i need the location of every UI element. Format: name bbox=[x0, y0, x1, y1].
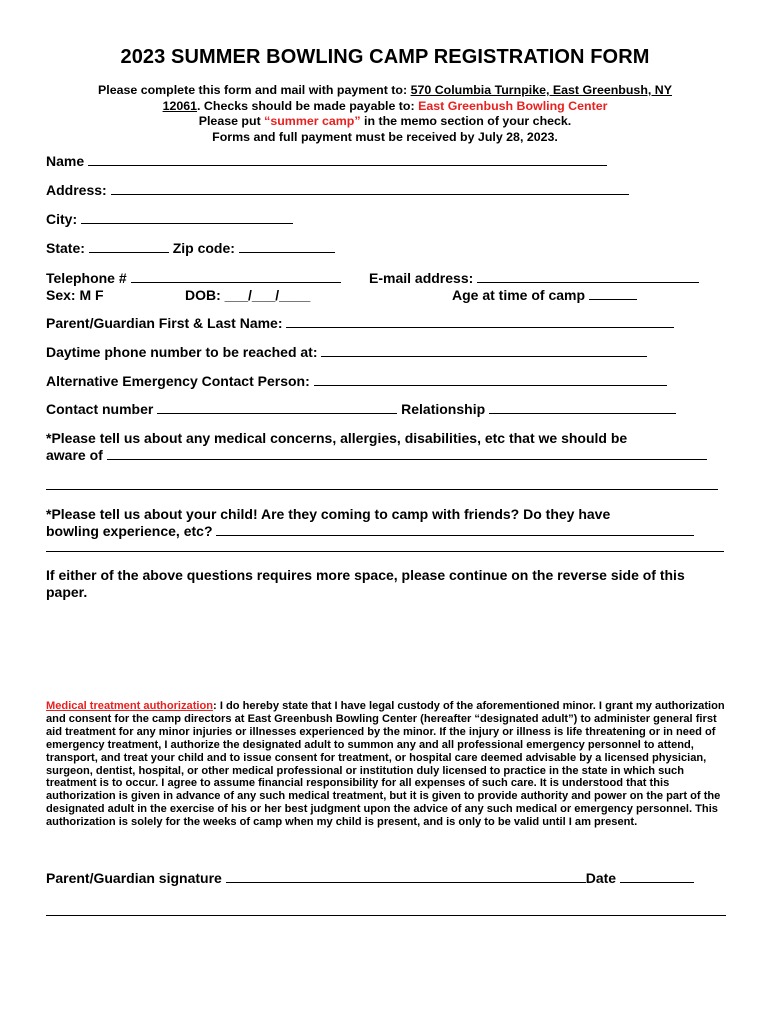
memo-prefix: Please put bbox=[198, 114, 265, 128]
address-row bbox=[46, 182, 629, 198]
medical-question-line1: *Please tell us about any medical concerns, allergies, disabilities, etc that we should be bbox=[46, 430, 628, 446]
daytime-phone-field[interactable] bbox=[321, 344, 647, 357]
form-title: 2023 SUMMER BOWLING CAMP REGISTRATION FORM bbox=[120, 46, 650, 68]
memo-text: “summer camp” bbox=[264, 114, 361, 128]
telephone-label: Telephone # bbox=[46, 270, 127, 286]
address-label: Address: bbox=[46, 182, 107, 198]
mailing-address-zip: 12061 bbox=[162, 98, 198, 113]
sex-row bbox=[46, 287, 104, 303]
telephone-row bbox=[46, 270, 341, 286]
medical-answer-line2[interactable] bbox=[46, 489, 718, 490]
state-field[interactable] bbox=[89, 240, 169, 253]
date-field[interactable] bbox=[620, 870, 694, 883]
daytime-phone-row bbox=[46, 344, 647, 360]
email-label: E-mail address: bbox=[369, 270, 474, 286]
child-answer-line2[interactable] bbox=[46, 551, 724, 552]
guardian-name-field[interactable] bbox=[286, 315, 674, 328]
authorization-heading: Medical treatment authorization bbox=[46, 700, 214, 712]
dob-row bbox=[185, 287, 310, 303]
relationship-field[interactable] bbox=[489, 401, 676, 414]
email-field[interactable] bbox=[477, 270, 699, 283]
medical-authorization bbox=[46, 700, 726, 829]
signature-label: Parent/Guardian signature bbox=[46, 870, 222, 886]
child-question-line2: bowling experience, etc? bbox=[46, 523, 213, 539]
date-label: Date bbox=[585, 870, 617, 886]
authorization-body: : I do hereby state that I have legal custody of the aforementioned minor. I grant my authorization and consent for the camp directors at East Greenbush Bowling Center (hereafter “designated adult”) to administer general first aid treatment for any minor injuries or illnesses experienced by the minor. If the injury or illness is life threatening or in need of emergency treatment, I authorize the designated adult to summon any and all professional emergency personnel to attend, transport, and treat your child and to issue consent for treatment, or hospital care deemed advisable by a licensed physician, surgeon, dentist, hospital, or other medical professional or institution duly licensed to practice in the state in which such treatment is to occur. I agree to assume financial responsibility for all expenses of such care. It is understood that this authorization is given in advance of any such medical treatment, but it is given to provide authority and power on the part of the designated adult in the exercise of his or her best judgment upon the advice of any such medical or emergency personnel. This authorization is solely for the weeks of camp when my child is present, and is only to be valid until I am present. bbox=[46, 700, 725, 829]
alt-contact-row bbox=[46, 373, 667, 389]
age-field[interactable] bbox=[589, 287, 637, 300]
signature-row bbox=[46, 870, 694, 886]
city-label: City: bbox=[46, 211, 78, 227]
telephone-field[interactable] bbox=[131, 270, 341, 283]
form-instructions bbox=[46, 83, 724, 145]
mailing-address-part1: 570 Columbia Turnpike, East Greenbush, NY bbox=[410, 83, 672, 97]
age-label: Age at time of camp bbox=[452, 287, 586, 303]
child-answer-field[interactable] bbox=[216, 523, 694, 536]
name-field[interactable] bbox=[88, 153, 607, 166]
sex-label[interactable]: Sex: M F bbox=[46, 287, 104, 303]
guardian-name-label: Parent/Guardian First & Last Name: bbox=[46, 315, 283, 331]
deadline-text: Forms and full payment must be received by July 28, 2023. bbox=[212, 129, 558, 144]
guardian-row bbox=[46, 315, 674, 331]
contact-number-label: Contact number bbox=[46, 401, 154, 417]
alt-contact-field[interactable] bbox=[314, 373, 667, 386]
name-label: Name bbox=[46, 153, 85, 169]
payee-name: East Greenbush Bowling Center bbox=[418, 98, 608, 113]
alt-contact-label: Alternative Emergency Contact Person: bbox=[46, 373, 310, 389]
signature-field[interactable] bbox=[226, 870, 586, 883]
address-field[interactable] bbox=[111, 182, 629, 195]
memo-suffix: in the memo section of your check. bbox=[360, 114, 572, 128]
dob-field[interactable]: DOB: ___/___/____ bbox=[185, 287, 311, 303]
daytime-phone-label: Daytime phone number to be reached at: bbox=[46, 344, 318, 360]
age-row bbox=[452, 287, 637, 303]
contact-number-row bbox=[46, 401, 676, 417]
more-space-note: If either of the above questions requires more space, please continue on the reverse side of this paper. bbox=[46, 567, 685, 600]
medical-question bbox=[46, 430, 724, 464]
child-question-line1: *Please tell us about your child! Are they coming to camp with friends? Do they have bbox=[46, 506, 611, 522]
name-row bbox=[46, 153, 607, 169]
child-question bbox=[46, 506, 724, 540]
zip-field[interactable] bbox=[239, 240, 335, 253]
instructions-prefix: Please complete this form and mail with payment to: bbox=[97, 83, 411, 97]
email-row bbox=[369, 270, 699, 286]
relationship-label: Relationship bbox=[401, 401, 486, 417]
contact-number-field[interactable] bbox=[157, 401, 397, 414]
payable-to-text: . Checks should be made payable to: bbox=[197, 98, 419, 113]
bottom-divider bbox=[46, 915, 726, 916]
zip-label: Zip code: bbox=[172, 240, 235, 256]
medical-question-line2: aware of bbox=[46, 447, 103, 463]
state-zip-row bbox=[46, 240, 335, 256]
state-label: State: bbox=[46, 240, 85, 256]
city-field[interactable] bbox=[81, 211, 293, 224]
city-row bbox=[46, 211, 293, 227]
medical-answer-field[interactable] bbox=[107, 447, 707, 460]
